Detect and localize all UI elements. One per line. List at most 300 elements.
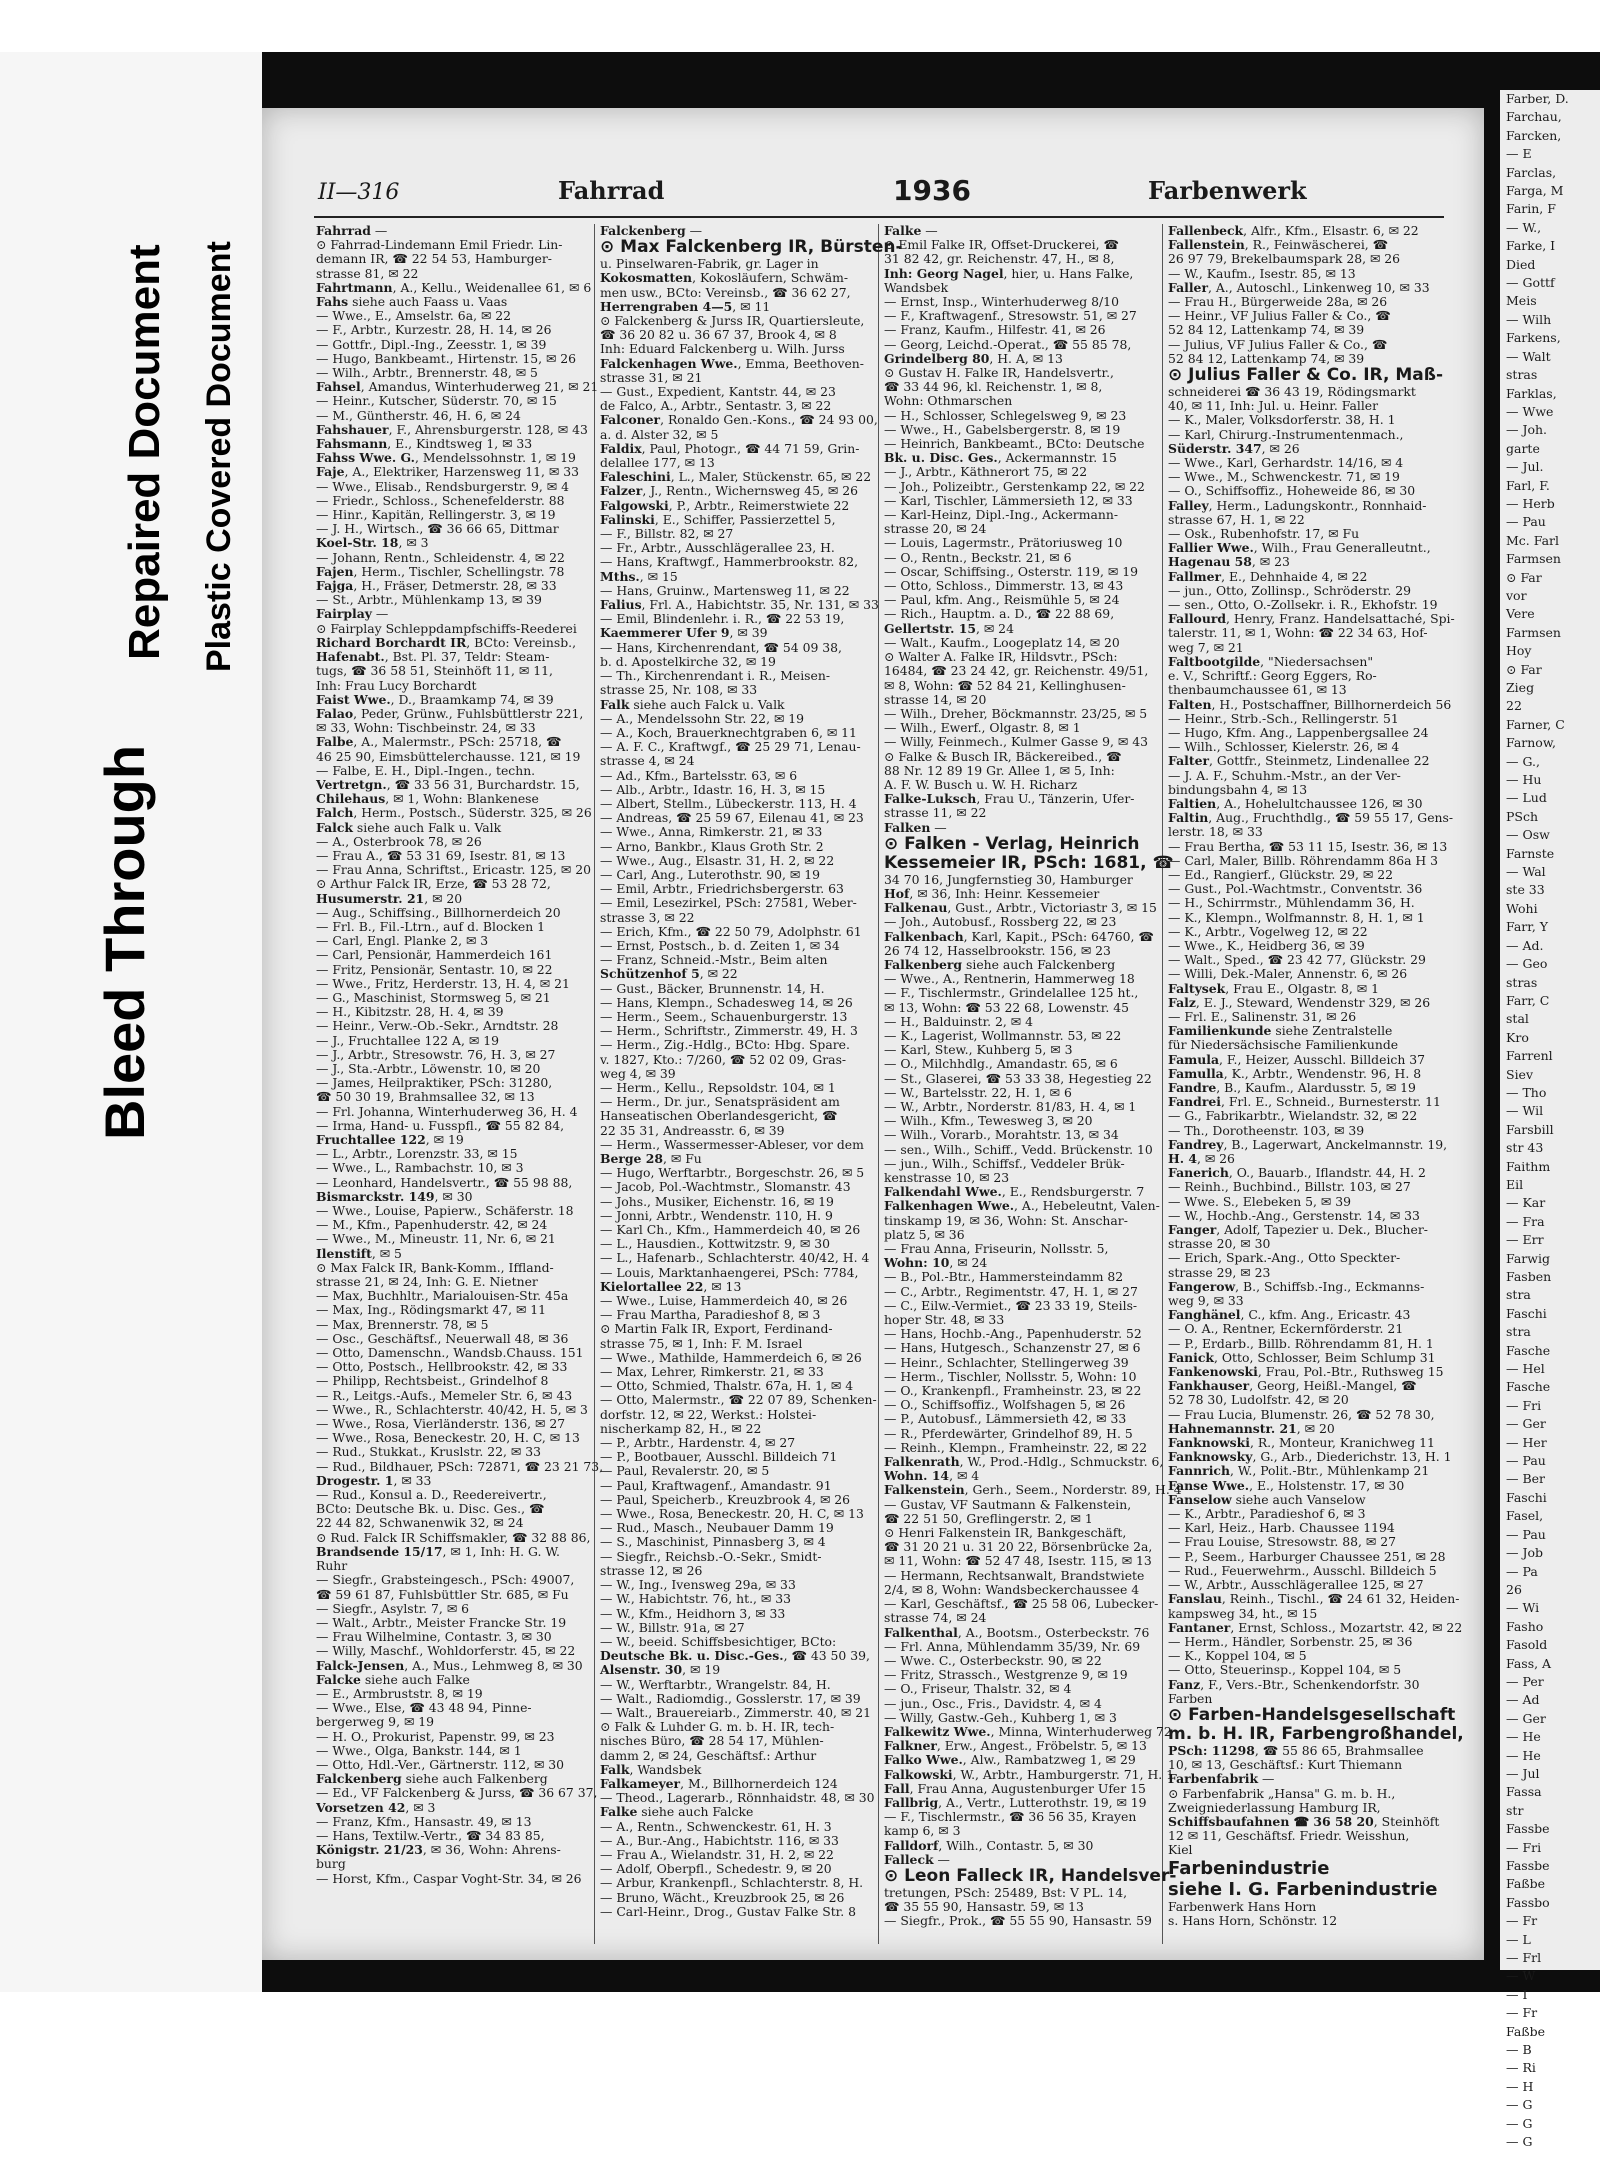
directory-entry: — Jonni, Arbtr., Wendenstr. 110, H. 9 [600, 1207, 833, 1223]
directory-entry: 26 97 79, Brekelbaumspark 28, ✉ 26 [1168, 251, 1401, 267]
directory-entry: — W., Kaufm., Isestr. 85, ✉ 13 [1168, 265, 1356, 281]
adjacent-page-line: — Job [1506, 1545, 1544, 1561]
directory-entry: Richard Borchardt IR, BCto: Vereinsb., [316, 634, 577, 650]
directory-entry: 26 74 12, Hasselbrookstr. 156, ✉ 23 [884, 942, 1111, 958]
directory-entry: Deutsche Bk. u. Disc.-Ges., ☎ 43 50 39, [600, 1648, 870, 1664]
directory-entry: — J., Sta.-Arbtr., Löwenstr. 10, ✉ 20 [316, 1060, 541, 1076]
directory-entry: Fahrtmann, A., Kellu., Weidenallee 61, ✉ 6 [316, 279, 592, 295]
adjacent-page-line: Fassbe [1506, 1821, 1550, 1837]
directory-entry: — Hans, Klempn., Schadesweg 14, ✉ 26 [600, 994, 853, 1010]
directory-entry: — Karl-Heinz, Dipl.-Ing., Ackermann- [884, 507, 1119, 523]
adjacent-page-line: — Fra [1506, 1213, 1545, 1229]
directory-entry: — Johann, Rentn., Schleidenstr. 4, ✉ 22 [316, 549, 565, 565]
adjacent-page-line: — Fri [1506, 1397, 1542, 1413]
directory-entry: Falke-Luksch, Frau U., Tänzerin, Ufer- [884, 791, 1135, 807]
directory-entry: hoper Str. 48, ✉ 33 [884, 1312, 1005, 1328]
directory-entry: — F., Tischlermstr., ☎ 36 56 35, Krayen [884, 1809, 1137, 1825]
directory-entry: — O., Milchhdlg., Amandastr. 65, ✉ 6 [884, 1056, 1118, 1072]
directory-entry: — Paul, kfm. Ang., Reismühle 5, ✉ 24 [884, 592, 1120, 608]
directory-entry: — Irma, Hand- u. Fusspfl., ☎ 55 82 84, [316, 1117, 565, 1133]
directory-entry: — Jacob, Pol.-Wachtmstr., Slomanstr. 43 [600, 1179, 851, 1195]
directory-entry: — L., Arbtr., Lorenzstr. 33, ✉ 15 [316, 1146, 518, 1162]
directory-entry: — Gustav, VF Sautmann & Falkenstein, [884, 1496, 1132, 1512]
adjacent-page-line: Wohi [1506, 900, 1538, 916]
directory-entry: — Herm., Dr. jur., Senatspräsident am [600, 1094, 840, 1110]
directory-entry: — Frl. E., Salinenstr. 31, ✉ 26 [1168, 1008, 1357, 1024]
directory-entry: ⊙ Farben-Handelsgesellschaft [1168, 1704, 1456, 1725]
adjacent-page-line: Farnste [1506, 845, 1555, 861]
adjacent-page-line: str [1506, 1802, 1524, 1818]
directory-entry: — F., Arbtr., Kurzestr. 28, H. 14, ✉ 26 [316, 322, 552, 338]
directory-entry: — Bruno, Wächt., Kreuzbrook 25, ✉ 26 [600, 1889, 845, 1905]
adjacent-page-line: stra [1506, 1324, 1531, 1340]
directory-entry: ☎ 22 51 50, Greflingerstr. 2, ✉ 1 [884, 1510, 1093, 1526]
adjacent-page-line: — B [1506, 2042, 1532, 2058]
directory-entry: Famula, F., Heizer, Ausschl. Billdeich 37 [1168, 1051, 1426, 1067]
directory-entry: ☎ 36 20 82 u. 36 67 37, Brook 4, ✉ 8 [600, 327, 837, 343]
adjacent-page-line: — Herb [1506, 495, 1555, 511]
directory-entry: Faller, A., Autoschl., Linkenweg 10, ✉ 33 [1168, 279, 1430, 295]
directory-entry: — W., Ing., Ivensweg 29a, ✉ 33 [600, 1577, 796, 1593]
directory-entry: Faltien, A., Hohelultchaussee 126, ✉ 30 [1168, 795, 1423, 811]
directory-entry: — W., Kfm., Heidhorn 3, ✉ 33 [600, 1605, 786, 1621]
directory-entry: Hof, ✉ 36, Inh: Heinr. Kessemeier [884, 885, 1100, 901]
adjacent-page-line: Farmsen [1506, 624, 1561, 640]
directory-entry: — Fr., Arbtr., Ausschlägerallee 23, H. [600, 540, 835, 556]
directory-entry: — J. H., Wirtsch., ☎ 36 66 65, Dittmar [316, 521, 559, 537]
directory-entry: Fajen, Herm., Tischler, Schellingstr. 78 [316, 563, 565, 579]
directory-entry: — Herm., Schriftstr., Zimmerstr. 49, H. 3 [600, 1023, 858, 1039]
directory-entry: — Willy, Maschf., Wohldorferstr. 45, ✉ 22 [316, 1643, 576, 1659]
directory-entry: Falkner, Erw., Angest., Fröbelstr. 5, ✉ 13 [884, 1738, 1147, 1754]
directory-entry: Kokosmatten, Kokosläufern, Schwäm- [600, 270, 849, 286]
directory-entry: ☎ 31 20 21 u. 31 20 22, Börsenbrücke 2a, [884, 1539, 1153, 1555]
directory-entry: Fankenowski, Frau, Pol.-Btr., Ruthsweg 15 [1168, 1364, 1444, 1380]
directory-entry: — A., Koch, Brauerknechtgraben 6, ✉ 11 [600, 724, 857, 740]
directory-entry: — Frau Anna, Friseurin, Nollsstr. 5, [884, 1241, 1109, 1257]
directory-entry: Grindelberg 80, H. A, ✉ 13 [884, 350, 1063, 366]
directory-entry: — Albert, Stellm., Lübeckerstr. 113, H. 4 [600, 795, 857, 811]
directory-entry: — Franz, Kfm., Hansastr. 49, ✉ 13 [316, 1813, 532, 1829]
directory-entry: Koel-Str. 18, ✉ 3 [316, 535, 429, 551]
directory-entry: — Hugo, Bankbeamt., Hirtenstr. 15, ✉ 26 [316, 350, 577, 366]
directory-entry: Fanick, Otto, Schlosser, Beim Schlump 31 [1168, 1349, 1436, 1365]
directory-entry: — Otto, Schmied, Thalstr. 67a, H. 1, ✉ 4 [600, 1378, 854, 1394]
directory-entry: Falkameyer, M., Billhornerdeich 124 [600, 1775, 838, 1791]
directory-entry: — Adolf, Oberpfl., Schedestr. 9, ✉ 20 [600, 1861, 832, 1877]
directory-entry: Fannrich, W., Polit.-Btr., Mühlenkamp 21 [1168, 1463, 1430, 1479]
directory-entry: — O., Friseur, Thalstr. 32, ✉ 4 [884, 1681, 1072, 1697]
directory-entry: — M., Kfm., Papenhuderstr. 42, ✉ 24 [316, 1217, 548, 1233]
directory-entry: Falkenberg siehe auch Falckenberg [884, 956, 1116, 972]
directory-entry: — St., Glaserei, ☎ 53 33 38, Hegestieg 22 [884, 1070, 1152, 1086]
directory-entry: — Herm., Seem., Schauenburgerstr. 13 [600, 1008, 848, 1024]
directory-entry: Farben [1168, 1690, 1213, 1706]
directory-entry: strasse 31, ✉ 21 [600, 369, 703, 385]
directory-entry: — Karl, Tischler, Lämmersieth 12, ✉ 33 [884, 492, 1133, 508]
directory-entry: 88 Nr. 12 89 19 Gr. Allee 1, ✉ 5, Inh: [884, 762, 1115, 778]
directory-entry: tugs, ☎ 36 58 51, Steinhöft 11, ✉ 11, [316, 663, 553, 679]
adjacent-page-line: Fasben [1506, 1269, 1552, 1284]
directory-entry: Fanknowsky, G., Arb., Diederichstr. 13, H. 1 [1168, 1449, 1452, 1465]
directory-entry: Falkenrath, W., Prod.-Hdlg., Schmuckstr. 6, [884, 1454, 1164, 1470]
directory-entry: Königstr. 21/23, ✉ 36, Wohn: Ahrens- [316, 1842, 561, 1858]
directory-entry: Falk, Wandsbek [600, 1761, 702, 1777]
directory-entry: — Reinh., Buchbind., Billstr. 103, ✉ 27 [1168, 1179, 1411, 1195]
adjacent-page-line: — Wil [1506, 1103, 1544, 1119]
adjacent-page-line: Fass, A [1506, 1655, 1552, 1671]
directory-entry: — Hermann, Rechtsanwalt, Brandstwiete [884, 1567, 1145, 1583]
directory-entry: — Walt., Arbtr., Meister Francke Str. 19 [316, 1614, 567, 1630]
directory-entry: — Frau H., Bürgerweide 28a, ✉ 26 [1168, 294, 1388, 310]
adjacent-page-line: ste 33 [1506, 882, 1545, 898]
directory-entry: — Wilh., Arbtr., Brennerstr. 48, ✉ 5 [316, 365, 538, 381]
directory-entry: Falcke siehe auch Falke [316, 1671, 470, 1687]
directory-entry: — A., Mendelssohn Str. 22, ✉ 19 [600, 710, 805, 726]
directory-entry: — Arno, Bankbr., Klaus Groth Str. 2 [600, 838, 824, 854]
directory-entry: — Siegfr., Prok., ☎ 55 55 90, Hansastr. 59 [884, 1913, 1152, 1929]
directory-entry: — Walt., Radiomdig., Gosslerstr. 17, ✉ 39 [600, 1690, 861, 1706]
directory-entry: strasse 81, ✉ 22 [316, 265, 419, 281]
directory-entry: — Frau Louise, Stresowstr. 88, ✉ 27 [1168, 1534, 1397, 1550]
directory-entry: — Max, Buchhltr., Marialouisen-Str. 45a [316, 1288, 569, 1304]
adjacent-page-line: — Wilh [1506, 311, 1552, 327]
directory-entry: Fallenbeck, Alfr., Kfm., Elsastr. 6, ✉ 22 [1168, 223, 1419, 238]
adjacent-page-line: Hoy [1506, 643, 1532, 659]
adjacent-page-line: — Walt [1506, 348, 1551, 364]
directory-entry: a. d. Alster 32, ✉ 5 [600, 426, 719, 442]
adjacent-page-line: Fasel, [1506, 1508, 1544, 1524]
adjacent-page-line: — G [1506, 2097, 1533, 2113]
directory-entry: Fantaner, Ernst, Schloss., Mozartstr. 42, ✉ 22 [1168, 1619, 1463, 1635]
directory-entry: Schiffsbaufahnen ☎ 36 58 20, Steinhöft [1168, 1813, 1440, 1829]
directory-entry: — O., Rentn., Beckstr. 21, ✉ 6 [884, 549, 1072, 565]
adjacent-page-line: — W., [1506, 219, 1542, 235]
directory-entry: — Franz, Schneid.-Mstr., Beim alten [600, 952, 828, 968]
directory-entry: Faltin, Aug., Fruchthdlg., ☎ 59 55 17, Gens- [1168, 810, 1454, 826]
adjacent-page-line: — Gottf [1506, 275, 1555, 291]
directory-entry: — Paul, Speicherb., Kreuzbrook 4, ✉ 26 [600, 1491, 851, 1507]
directory-entry: — Karl, Stew., Kuhberg 5, ✉ 3 [884, 1042, 1073, 1058]
directory-entry: — G., Fabrikarbtr., Wielandstr. 32, ✉ 22 [1168, 1108, 1418, 1124]
directory-entry: Bismarckstr. 149, ✉ 30 [316, 1188, 473, 1204]
directory-entry: kamp 6, ✉ 3 [884, 1823, 961, 1839]
directory-entry: Wohn. 14, ✉ 4 [884, 1468, 980, 1484]
directory-entry: Berge 28, ✉ Fu [600, 1151, 702, 1166]
directory-entry: bergerweg 9, ✉ 19 [316, 1714, 435, 1730]
directory-entry: ☎ 50 30 19, Brahmsallee 32, ✉ 13 [316, 1089, 535, 1105]
directory-entry: — Friedr., Schloss., Schenefelderstr. 88 [316, 492, 565, 508]
directory-entry: — Rud., Konsul a. D., Reedereivertr., [316, 1487, 547, 1503]
directory-entry: — Karl, Geschäftsf., ☎ 25 58 06, Lubecker- [884, 1596, 1159, 1612]
directory-column-2 [600, 223, 903, 1944]
directory-entry: — Fritz, Pensionär, Sentastr. 10, ✉ 22 [316, 961, 553, 977]
directory-entry: Falch, Herm., Postsch., Süderstr. 325, ✉ 26 [316, 805, 592, 821]
directory-entry: Fanslau, Reinh., Tischl., ☎ 24 61 32, Heiden- [1168, 1591, 1460, 1607]
directory-entry: Fandre, B., Kaufm., Alardusstr. 5, ✉ 19 [1168, 1079, 1416, 1095]
directory-entry: ⊙ Falk & Luhder G. m. b. H. IR, tech- [600, 1719, 835, 1735]
directory-entry: — K., Arbtr., Paradieshof 6, ✉ 3 [1168, 1506, 1366, 1522]
directory-entry: Wohn: 10, ✉ 24 [884, 1255, 988, 1271]
directory-entry: ☎ 35 55 90, Hansastr. 59, ✉ 13 [884, 1899, 1084, 1915]
directory-entry: — Wwe., Elisab., Rendsburgerstr. 9, ✉ 4 [316, 478, 569, 494]
directory-entry: — Hans, Kirchenrendant, ☎ 54 09 38, [600, 639, 842, 655]
directory-entry: — F., Tischlermstr., Grindelallee 125 ht., [884, 985, 1139, 1001]
adjacent-page-line: Farrenl [1506, 1048, 1553, 1064]
directory-entry: 52 84 12, Lattenkamp 74, ✉ 39 [1168, 350, 1365, 366]
directory-entry: — O., Schiffsoffiz., Hoheweide 86, ✉ 30 [1168, 483, 1416, 499]
directory-entry: Wohn: Othmarschen [884, 393, 1013, 409]
directory-entry: — W., Billstr. 91a, ✉ 27 [600, 1619, 745, 1635]
directory-entry: — Gust., Expedient, Kantstr. 44, ✉ 23 [600, 384, 836, 400]
directory-entry: — Rud., Masch., Neubauer Damm 19 [600, 1520, 834, 1536]
directory-entry: Bk. u. Disc. Ges., Ackermannstr. 15 [884, 450, 1117, 466]
directory-entry: — O., Krankenpfl., Framheinstr. 23, ✉ 22 [884, 1383, 1142, 1399]
directory-entry: Chilehaus, ✉ 1, Wohn: Blankenese [316, 791, 539, 807]
directory-entry: — Wwe., A., Rentnerin, Hammerweg 18 [884, 971, 1135, 987]
adjacent-page-line: garte [1506, 440, 1540, 456]
directory-entry: — Wwe., Rosa, Vierländerstr. 136, ✉ 27 [316, 1416, 566, 1432]
directory-entry: — Aug., Schiffsing., Billhornerdeich 20 [316, 904, 561, 920]
directory-entry: Fahsmann, E., Kindtsweg 1, ✉ 33 [316, 436, 533, 452]
directory-entry: — J. A. F., Schuhm.-Mstr., an der Ver- [1168, 767, 1401, 783]
directory-entry: — F., Kraftwagenf., Stresowstr. 51, ✉ 27 [884, 308, 1137, 324]
directory-entry: — jun., Wilh., Schiffsf., Veddeler Brük- [884, 1155, 1125, 1171]
directory-entry: Falko Wwe., Alw., Rambatzweg 1, ✉ 29 [884, 1752, 1136, 1768]
directory-entry: — Hans, Hutgesch., Schanzenstr 27, ✉ 6 [884, 1340, 1141, 1356]
directory-entry: — P., Autobusf., Lämmersieth 42, ✉ 33 [884, 1411, 1127, 1427]
directory-entry: — Walt., Brauereiarb., Zimmerstr. 40, ✉ 21 [600, 1704, 871, 1720]
directory-entry: — Herm., Händler, Sorbenstr. 25, ✉ 36 [1168, 1633, 1413, 1649]
directory-entry: — Otto, Schloss., Dimmerstr. 13, ✉ 43 [884, 578, 1124, 594]
directory-entry: Hagenau 58, ✉ 23 [1168, 554, 1290, 570]
directory-entry: — Franz, Kaufm., Hilfestr. 41, ✉ 26 [884, 322, 1106, 338]
directory-entry: — Otto, Postsch., Hellbrookstr. 42, ✉ 33 [316, 1359, 568, 1375]
adjacent-page-line: Farga, M [1506, 183, 1564, 199]
adjacent-page-line: — G [1506, 2134, 1533, 2150]
directory-entry: PSch: 11298, ☎ 55 86 65, Brahmsallee [1168, 1742, 1424, 1758]
directory-entry: Ilenstift, ✉ 5 [316, 1245, 402, 1261]
directory-entry: strasse 25, Nr. 108, ✉ 33 [600, 682, 758, 698]
directory-entry: — Louis, Lagermstr., Prätoriusweg 10 [884, 535, 1123, 551]
adjacent-page-line: Fasold [1506, 1637, 1548, 1653]
adjacent-page-line: — Fr [1506, 2005, 1538, 2021]
directory-entry: ⊙ Fairplay Schleppdampfschiffs-Reederei [316, 620, 577, 636]
directory-entry: — Frau A., ☎ 53 31 69, Isestr. 81, ✉ 13 [316, 847, 566, 863]
directory-entry: — Carl-Heinr., Drog., Gustav Falke Str. 8 [600, 1903, 857, 1919]
directory-entry: — Rich., Hauptm. a. D., ☎ 22 88 69, [884, 606, 1115, 622]
adjacent-page-line: stras [1506, 974, 1538, 990]
directory-entry: — K., Maler, Volksdorferstr. 38, H. 1 [1168, 412, 1396, 428]
adjacent-page-line: Farke, I [1506, 238, 1556, 254]
directory-entry: — Erich, Spark.-Ang., Otto Speckter- [1168, 1250, 1401, 1266]
directory-entry: ✉ 8, Wohn: ☎ 52 84 21, Kellinghusen- [884, 677, 1126, 693]
directory-entry: Falke — [884, 223, 938, 238]
directory-entry: Hafenabt., Bst. Pl. 37, Teldr: Steam- [316, 649, 550, 665]
directory-entry: — F., Billstr. 82, ✉ 27 [600, 526, 734, 542]
directory-entry: — B., Pol.-Btr., Hammersteindamm 82 [884, 1269, 1124, 1285]
adjacent-page-line: Farwig [1506, 1250, 1550, 1266]
directory-entry: strasse 74, ✉ 24 [884, 1610, 987, 1626]
directory-entry: — Siegfr., Grabsteingesch., PSch: 49007, [316, 1572, 575, 1588]
directory-entry: Inh: Georg Nagel, hier, u. Hans Falke, [884, 265, 1134, 281]
directory-entry: Hahnemannstr. 21, ✉ 20 [1168, 1420, 1335, 1436]
directory-entry: — O. A., Rentner, Eckernförderstr. 21 [1168, 1321, 1404, 1337]
directory-entry: — E., Armbruststr. 8, ✉ 19 [316, 1685, 483, 1701]
directory-entry: — jun., Osc., Fris., Davidstr. 4, ✉ 4 [884, 1695, 1102, 1711]
directory-entry: Inh: Eduard Falckenberg u. Wilh. Jurss [600, 341, 845, 357]
directory-entry: — H., Balduinstr. 2, ✉ 4 [884, 1013, 1034, 1029]
directory-entry: — R., Leitgs.-Aufs., Memeler Str. 6, ✉ 43 [316, 1387, 573, 1403]
adjacent-page-line: Farkens, [1506, 330, 1561, 346]
directory-entry: Fahrrad — [316, 223, 388, 238]
adjacent-page-line: Farsbill [1506, 1121, 1554, 1137]
directory-entry: — W., Bartelsstr. 22, H. 1, ✉ 6 [884, 1084, 1072, 1100]
directory-entry: Falius, Frl. A., Habichtstr. 35, Nr. 131, ✉ 33 [600, 597, 879, 613]
directory-entry: — J., Arbtr., Stresowstr. 76, H. 3, ✉ 27 [316, 1046, 556, 1062]
directory-entry: tinskamp 19, ✉ 36, Wohn: St. Anschar- [884, 1212, 1128, 1228]
directory-entry: — Siegfr., Asylstr. 7, ✉ 6 [316, 1600, 470, 1616]
directory-entry: — S., Maschinist, Pinnasberg 3, ✉ 4 [600, 1534, 826, 1550]
directory-entry: — Th., Kirchenrendant i. R., Meisen- [600, 668, 831, 684]
directory-entry: — Wilh., Vorarb., Morahtstr. 13, ✉ 34 [884, 1127, 1119, 1143]
directory-entry: — W., Habichtstr. 76, ht., ✉ 33 [600, 1591, 791, 1607]
directory-entry: s. Hans Horn, Schönstr. 12 [1168, 1912, 1338, 1928]
directory-entry: Fairplay — [316, 606, 389, 622]
directory-entry: — Wwe., Luise, Hammerdeich 40, ✉ 26 [600, 1293, 848, 1309]
directory-entry: — Falbe, E. H., Dipl.-Ingen., techn. [316, 762, 536, 778]
directory-entry: — Paul, Kraftwagenf., Amandastr. 91 [600, 1477, 832, 1493]
directory-entry: v. 1827, Kto.: 7/260, ☎ 52 02 09, Gras- [600, 1051, 847, 1067]
directory-entry: — Paul, Revalerstr. 20, ✉ 5 [600, 1463, 770, 1479]
directory-entry: Familienkunde siehe Zentralstelle [1168, 1023, 1393, 1039]
adjacent-page-line: — Hel [1506, 1361, 1545, 1377]
directory-entry: — Wwe., Olga, Bankstr. 144, ✉ 1 [316, 1742, 522, 1758]
directory-entry: strasse 29, ✉ 23 [1168, 1264, 1271, 1280]
directory-entry: — Wwe., Mathilde, Hammerdeich 6, ✉ 26 [600, 1349, 862, 1365]
directory-entry: — Frl. Anna, Mühlendamm 35/39, Nr. 69 [884, 1638, 1141, 1654]
directory-entry: strasse 67, H. 1, ✉ 22 [1168, 511, 1305, 527]
adjacent-page-line: — Ri [1506, 2060, 1536, 2076]
directory-entry: — Ernst, Postsch., b. d. Zeiten 1, ✉ 34 [600, 937, 840, 953]
directory-entry: — K., Koppel 104, ✉ 5 [1168, 1648, 1307, 1664]
directory-entry: ⊙ Walter A. Falke IR, Hildsvtr., PSch: [884, 649, 1118, 665]
directory-entry: ⊙ Emil Falke IR, Offset-Druckerei, ☎ [884, 237, 1119, 253]
directory-entry: — Carl, Engl. Planke 2, ✉ 3 [316, 933, 489, 949]
directory-entry: — Frau Martha, Paradieshof 8, ✉ 3 [600, 1307, 821, 1323]
directory-entry: Kiel [1168, 1842, 1193, 1858]
directory-entry: Falleck — [884, 1851, 950, 1867]
directory-entry: — A. F. C., Kraftwgf., ☎ 25 29 71, Lenau- [600, 739, 861, 755]
directory-entry: Falckenhagen Wwe., Emma, Beethoven- [600, 355, 864, 371]
directory-entry: Fallier Wwe., Wilh., Frau Generalleutnt., [1168, 540, 1431, 556]
directory-entry: — Otto, Damenschn., Wandsb.Chauss. 151 [316, 1345, 584, 1361]
adjacent-page-line: — Wal [1506, 864, 1546, 880]
directory-entry: — Heinr., Verw.-Ob.-Sekr., Arndtstr. 28 [316, 1018, 559, 1034]
directory-entry: — Georg, Leichd.-Operat., ☎ 55 85 78, [884, 336, 1132, 352]
directory-entry: Faje, A., Elektriker, Harzensweg 11, ✉ 33 [316, 464, 580, 480]
directory-entry: Kielortallee 22, ✉ 13 [600, 1278, 742, 1294]
directory-entry: dorfstr. 12, ✉ 22, Werkst.: Holstei- [600, 1406, 817, 1422]
directory-entry: Fallmer, E., Dehnhaide 4, ✉ 22 [1168, 568, 1368, 584]
directory-entry: — Emil, Lesezirkel, PSch: 27581, Weber- [600, 895, 857, 911]
adjacent-page-line: Fassa [1506, 1784, 1542, 1800]
directory-entry: — Wwe., Fritz, Herderstr. 13, H. 4, ✉ 21 [316, 975, 570, 991]
directory-entry: Fanknowski, R., Monteur, Kranichweg 11 [1168, 1435, 1435, 1451]
directory-entry: — M., Güntherstr. 46, H. 6, ✉ 24 [316, 407, 521, 423]
directory-entry: — Wwe., Rosa, Beneckestr. 20, H. C, ✉ 13 [316, 1430, 580, 1446]
directory-entry: Fall, Frau Anna, Augustenburger Ufer 15 [884, 1780, 1146, 1796]
directory-entry: strasse 20, ✉ 24 [884, 521, 987, 537]
plastic-covered-stamp: Plastic Covered Document [200, 241, 238, 672]
adjacent-page-line: stra [1506, 1287, 1531, 1303]
directory-entry: kampsweg 34, ht., ✉ 15 [1168, 1605, 1318, 1621]
directory-entry: — Ad., Kfm., Bartelsstr. 63, ✉ 6 [600, 767, 798, 783]
directory-entry: Fandrei, Frl. E., Schneid., Burnesterstr. 11 [1168, 1094, 1441, 1110]
directory-entry: — Wwe., Karl, Gerhardstr. 14/16, ✉ 4 [1168, 455, 1404, 471]
directory-entry: — Wwe., Louise, Papierw., Schäferstr. 18 [316, 1203, 574, 1219]
adjacent-page-line: — Ber [1506, 1471, 1546, 1487]
directory-entry: Falley, Herm., Ladungskontr., Ronnhaid- [1168, 497, 1427, 513]
directory-entry: ✉ 13, Wohn: ☎ 53 22 68, Lowenstr. 45 [884, 999, 1129, 1015]
directory-entry: strasse 20, ✉ 30 [1168, 1236, 1271, 1252]
adjacent-page-line: vor [1506, 587, 1527, 603]
directory-entry: — Wwe., Aug., Elsastr. 31, H. 2, ✉ 22 [600, 852, 835, 868]
adjacent-page-line: Farr, C [1506, 992, 1550, 1008]
directory-entry: — Carl, Maler, Billb. Röhrendamm 86a H 3 [1168, 852, 1439, 868]
directory-entry: — Wwe., R., Schlachterstr. 40/42, H. 5, ✉ 3 [316, 1401, 588, 1417]
directory-entry: Falconer, Ronaldo Gen.-Kons., ☎ 24 93 00, [600, 412, 878, 428]
directory-entry: ☎ 59 61 87, Fuhlsbüttler Str. 685, ✉ Fu [316, 1586, 569, 1602]
adjacent-page-line: — Ad. [1506, 937, 1544, 953]
directory-entry: tretungen, PSch: 25489, Bst: V PL. 14, [884, 1884, 1128, 1900]
directory-entry: Husumerstr. 21, ✉ 20 [316, 890, 463, 906]
directory-entry: — Siegfr., Reichsb.-O.-Sekr., Smidt- [600, 1548, 822, 1564]
directory-entry: strasse 21, ✉ 24, Inh: G. E. Nietner [316, 1274, 538, 1290]
directory-entry: — Rud., Feuerwehrm., Ausschl. Billdeich 5 [1168, 1562, 1437, 1578]
directory-entry: Gellertstr. 15, ✉ 24 [884, 620, 1014, 636]
adjacent-page-line: — Hu [1506, 772, 1542, 788]
directory-entry: — Heinr., Schlachter, Stellingerweg 39 [884, 1354, 1129, 1370]
directory-entry: — Frl. B., Fil.-Ltrn., auf d. Blocken 1 [316, 918, 545, 934]
directory-entry: Falter, Gottfr., Steinmetz, Lindenallee 22 [1168, 753, 1430, 769]
adjacent-page-line: — Wi [1506, 1600, 1540, 1616]
directory-entry: Falinski, E., Schiffer, Passierzettel 5, [600, 511, 836, 527]
directory-entry: — Hans, Hochb.-Ang., Papenhuderstr. 52 [884, 1326, 1142, 1342]
directory-entry: — Frau Bertha, ☎ 53 11 15, Isestr. 36, ✉ 13 [1168, 838, 1448, 854]
directory-entry: ⊙ Max Falckenberg IR, Bürsten- [600, 237, 903, 258]
adjacent-page-line: Faschi [1506, 1489, 1547, 1505]
adjacent-page-line: — Pa [1506, 1563, 1538, 1579]
directory-entry: ⊙ Leon Falleck IR, Handelsver- [884, 1865, 1177, 1886]
directory-entry: — J., Arbtr., Käthnerort 75, ✉ 22 [884, 464, 1088, 480]
directory-entry: Falck siehe auch Falk u. Valk [316, 819, 502, 835]
directory-entry: — Wwe. S., Elebeken 5, ✉ 39 [1168, 1193, 1351, 1209]
adjacent-page-line: Fasche [1506, 1342, 1551, 1358]
adjacent-page-line: Farklas, [1506, 385, 1557, 401]
directory-entry: — James, Heilpraktiker, PSch: 31280, [316, 1075, 553, 1091]
directory-entry: — Osk., Rubenhofstr. 17, ✉ Fu [1168, 526, 1360, 542]
directory-entry: Faldix, Paul, Photogr., ☎ 44 71 59, Grin- [600, 440, 860, 456]
directory-entry: — Emil, Blindenlehr. i. R., ☎ 22 53 19, [600, 611, 845, 627]
directory-entry: — Willy, Gastw.-Geh., Kuhberg 1, ✉ 3 [884, 1709, 1117, 1725]
directory-entry: — W., Arbtr., Ausschlägerallee 125, ✉ 27 [1168, 1577, 1424, 1593]
adjacent-page-line: — Ger [1506, 1710, 1546, 1726]
directory-entry: talerstr. 11, ✉ 1, Wohn: ☎ 22 34 63, Hof- [1168, 625, 1428, 641]
adjacent-page-line: Faßbe [1506, 2023, 1546, 2039]
adjacent-page-line: Farchau, [1506, 109, 1562, 125]
directory-entry: — Max, Brennerstr. 78, ✉ 5 [316, 1316, 489, 1332]
